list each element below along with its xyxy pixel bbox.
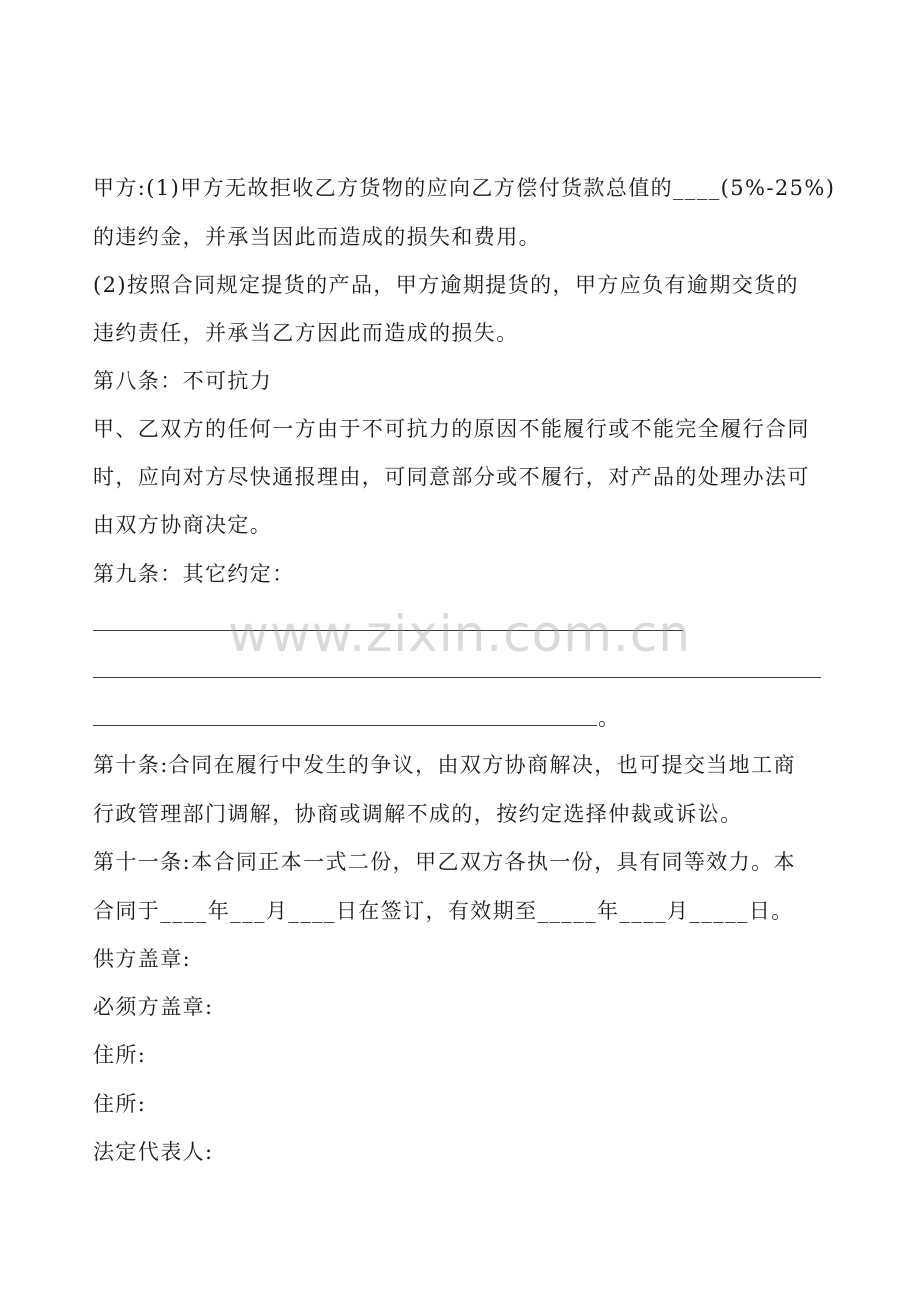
paragraph-pickup-line-2: 违约责任，并承当乙方因此而造成的损失。 xyxy=(93,321,519,345)
blank-line-2 xyxy=(93,677,821,678)
article-10-line-1: 第十条:合同在履行中发生的争议，由双方协商解决，也可提交当地工商 xyxy=(93,753,796,777)
address-label-2: 住所: xyxy=(93,1092,147,1116)
article-8-line-3: 由双方协商决定。 xyxy=(93,513,273,537)
paragraph-party-a-line-1: 甲方:(1)甲方无故拒收乙方货物的应向乙方偿付货款总值的____(5%-25%) xyxy=(93,176,836,200)
site-watermark: www.zixin.com.cn xyxy=(228,605,692,663)
buyer-seal-label: 必须方盖章: xyxy=(93,995,214,1019)
article-8-line-1: 甲、乙双方的任何一方由于不可抗力的原因不能履行或不能完全履行合同 xyxy=(93,417,810,441)
article-8-line-2: 时，应向对方尽快通报理由，可同意部分或不履行，对产品的处理办法可 xyxy=(93,465,810,489)
article-10-line-2: 行政管理部门调解，协商或调解不成的，按约定选择仲裁或诉讼。 xyxy=(93,802,743,826)
article-11-line-2: 合同于____年___月____日在签订，有效期至_____年____月_____日。 xyxy=(93,899,794,923)
article-8-title: 第八条：不可抗力 xyxy=(93,369,273,393)
blank-line-3 xyxy=(93,725,597,726)
paragraph-pickup-line-1: (2)按照合同规定提货的产品，甲方逾期提货的，甲方应负有逾期交货的 xyxy=(93,273,799,297)
supplier-seal-label: 供方盖章: xyxy=(93,947,192,971)
article-9-title: 第九条：其它约定： xyxy=(93,562,295,586)
address-label-1: 住所: xyxy=(93,1043,147,1067)
legal-representative-label: 法定代表人: xyxy=(93,1140,214,1164)
blank-line-end-mark: 。 xyxy=(598,706,621,730)
article-11-line-1: 第十一条:本合同正本一式二份，甲乙双方各执一份，具有同等效力。本 xyxy=(93,850,796,874)
paragraph-party-a-line-2: 的违约金，并承当因此而造成的损失和费用。 xyxy=(93,225,541,249)
